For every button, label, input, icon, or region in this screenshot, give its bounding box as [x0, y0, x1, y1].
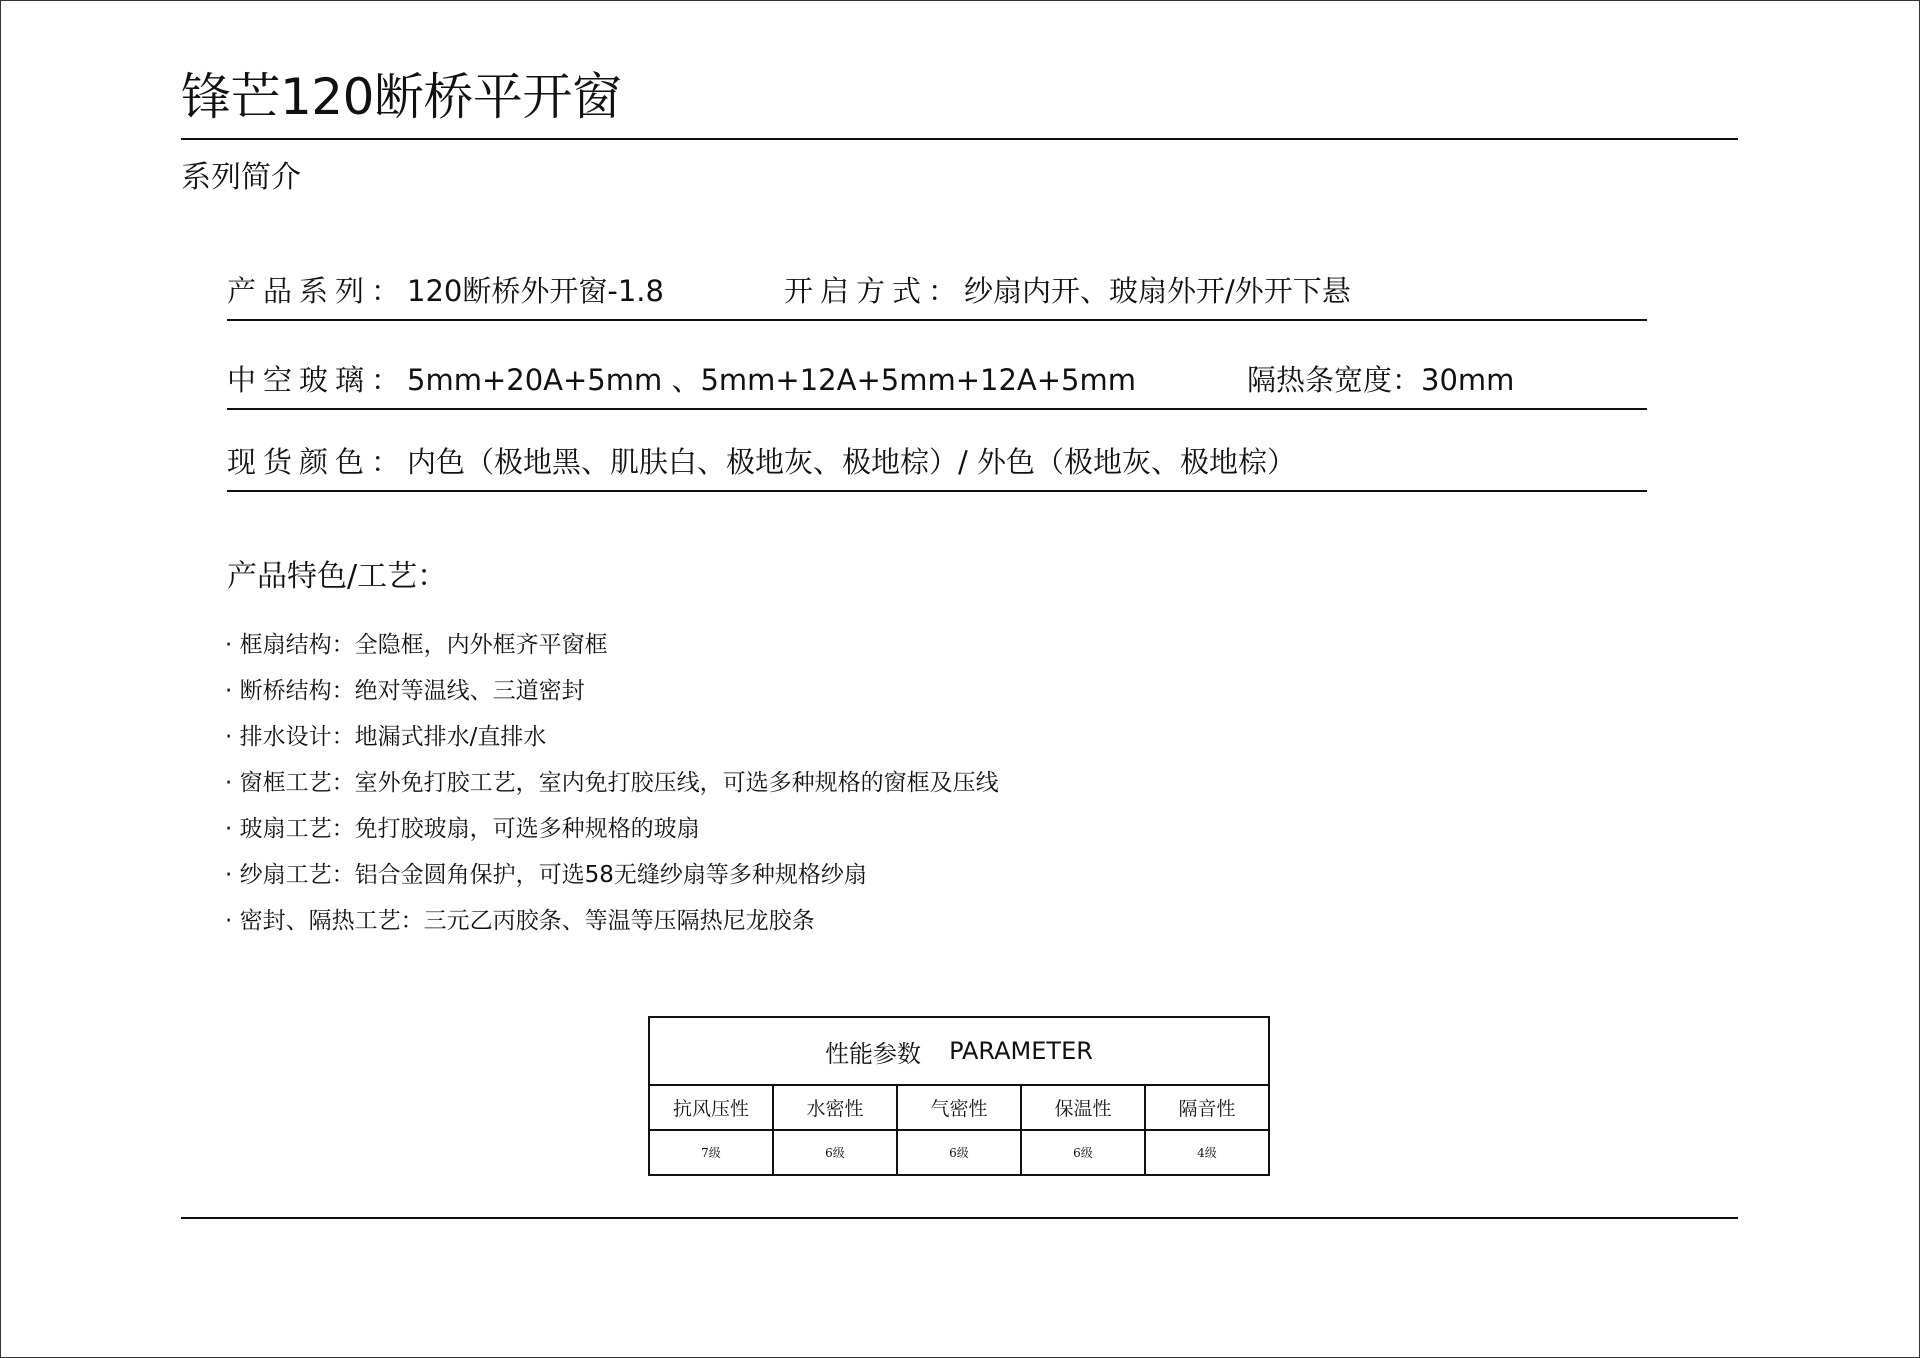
- glass-spec: [227, 358, 1136, 402]
- color-label: 现货颜色：: [227, 445, 408, 479]
- page-title: 锋芒120断桥平开窗: [181, 68, 622, 126]
- strip-spec: [1247, 358, 1514, 402]
- parameter-name-cell: 抗风压性: [650, 1086, 774, 1129]
- feature-item: · 密封、隔热工艺：三元乙丙胶条、等温等压隔热尼龙胶条: [225, 908, 815, 934]
- parameter-values-row: [650, 1131, 1268, 1174]
- feature-item: · 排水设计：地漏式排水/直排水: [225, 724, 547, 750]
- features-title: 产品特色/工艺：: [227, 559, 448, 594]
- opening-spec: [784, 269, 1351, 313]
- series-spec: [227, 269, 664, 313]
- feature-item: · 玻扇工艺：免打胶玻扇，可选多种规格的玻扇: [225, 816, 700, 842]
- parameter-value-cell: 6级: [898, 1131, 1022, 1174]
- feature-item: · 纱扇工艺：铝合金圆角保护，可选58无缝纱扇等多种规格纱扇: [225, 862, 867, 888]
- parameter-title-cn: 性能参数: [825, 1039, 922, 1068]
- parameter-value-cell: 4级: [1197, 1146, 1217, 1160]
- series-value: 120断桥外开窗-1.8: [407, 274, 664, 308]
- spec-row-series: [227, 269, 1647, 321]
- strip-label: 隔热条宽度：: [1247, 363, 1422, 397]
- parameter-name-cell: 水密性: [774, 1086, 898, 1129]
- parameter-value-cell: 6级: [774, 1131, 898, 1174]
- opening-label: 开启方式：: [784, 274, 965, 308]
- parameter-table: [648, 1016, 1270, 1176]
- title-divider: [181, 138, 1738, 140]
- spec-row-color: [227, 440, 1647, 492]
- parameter-names-row: [650, 1086, 1268, 1131]
- strip-value: 30mm: [1421, 363, 1515, 397]
- parameter-value-cell: 7级: [650, 1131, 774, 1174]
- parameter-table-header: [650, 1018, 1268, 1086]
- parameter-title-en: PARAMETER: [949, 1037, 1093, 1065]
- color-spec: [227, 440, 1296, 484]
- glass-value: 5mm+20A+5mm 、5mm+12A+5mm+12A+5mm: [407, 363, 1136, 397]
- parameter-name-cell: 保温性: [1022, 1086, 1146, 1129]
- section-subtitle: 系列简介: [181, 160, 301, 195]
- opening-value: 纱扇内开、玻扇外开/外开下悬: [964, 274, 1351, 308]
- parameter-value-cell: 6级: [1022, 1131, 1146, 1174]
- spec-row-glass: [227, 358, 1647, 410]
- feature-item: · 窗框工艺：室外免打胶工艺，室内免打胶压线，可选多种规格的窗框及压线: [225, 770, 999, 796]
- feature-item: · 框扇结构：全隐框，内外框齐平窗框: [225, 632, 608, 658]
- glass-label: 中空玻璃：: [227, 363, 408, 397]
- parameter-name-cell: 气密性: [898, 1086, 1022, 1129]
- color-value: 内色（极地黑、肌肤白、极地灰、极地棕）/ 外色（极地灰、极地棕）: [407, 445, 1297, 479]
- feature-item: · 断桥结构：绝对等温线、三道密封: [225, 678, 585, 704]
- feature-list: [225, 622, 999, 944]
- parameter-name-cell: 隔音性: [1178, 1098, 1236, 1120]
- bottom-divider: [181, 1217, 1738, 1219]
- series-label: 产品系列：: [227, 274, 408, 308]
